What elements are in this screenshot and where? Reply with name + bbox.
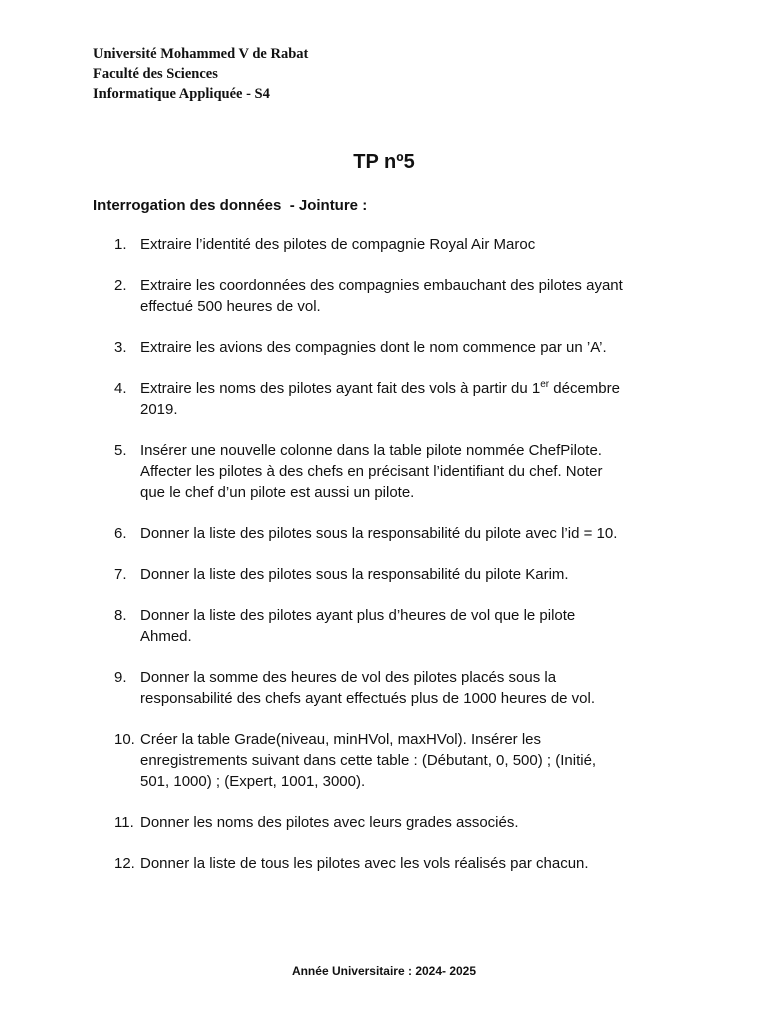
question-line-part: décembre [549,380,620,397]
question-text [140,523,694,544]
question-number: 7. [114,566,127,583]
question-text [140,564,694,585]
question-line: Donner la liste des pilotes ayant plus d’heures de vol que le pilote [140,607,576,624]
question-number: 3. [114,339,127,356]
question-line: Donner les noms des pilotes avec leurs grades associés. [140,814,519,831]
question-item [114,853,694,874]
question-line: Donner la liste des pilotes sous la responsabilité du pilote Karim. [140,566,569,583]
question-text [140,440,694,503]
question-item [114,337,694,358]
university-name: Université Mohammed V de Rabat [93,46,309,62]
question-line: Ahmed. [140,628,192,645]
question-number: 5. [114,442,127,459]
question-line: que le chef d’un pilote est aussi un pilote. [140,484,415,501]
question-line: 2019. [140,401,178,418]
question-line: Extraire l’identité des pilotes de compagnie Royal Air Maroc [140,236,536,253]
question-list [114,234,694,874]
question-line: Donner la somme des heures de vol des pilotes placés sous la [140,669,557,686]
question-item [114,605,694,647]
question-number: 2. [114,277,127,294]
question-item [114,378,694,420]
question-item [114,523,694,544]
question-text [140,667,694,709]
program-name: Informatique Appliquée - S4 [93,86,270,102]
question-line: Affecter les pilotes à des chefs en précisant l’identifiant du chef. Noter [140,463,603,480]
ordinal-superscript: er [540,379,550,390]
question-number: 8. [114,607,127,624]
question-line [140,378,694,399]
question-line: effectué 500 heures de vol. [140,298,321,315]
question-line: Extraire les coordonnées des compagnies embauchant des pilotes ayant [140,277,623,294]
question-line: Créer la table Grade(niveau, minHVol, maxHVol). Insérer les [140,731,542,748]
question-number: 9. [114,669,127,686]
question-item [114,564,694,585]
question-text [140,275,694,317]
question-number: 11. [114,814,134,831]
question-item [114,812,694,833]
question-number: 10. [114,731,135,748]
question-line: Insérer une nouvelle colonne dans la table pilote nommée ChefPilote. [140,442,602,459]
question-line: Donner la liste de tous les pilotes avec les vols réalisés par chacun. [140,855,589,872]
question-line-part: Extraire les noms des pilotes ayant fait des vols à partir du 1 [140,380,541,397]
question-number: 4. [114,380,127,397]
question-line: Extraire les avions des compagnies dont le nom commence par un ’A’. [140,339,607,356]
question-item [114,275,694,317]
question-text [140,853,694,874]
question-number: 1. [114,236,127,253]
document-header [93,44,308,104]
question-text [140,605,694,647]
question-item [114,234,694,255]
question-line: responsabilité des chefs ayant effectués plus de 1000 heures de vol. [140,690,596,707]
question-item [114,440,694,503]
question-text [140,234,694,255]
academic-year-footer: Année Universitaire : 2024- 2025 [291,964,477,978]
question-line: 501, 1000) ; (Expert, 1001, 3000). [140,773,366,790]
question-text [140,729,694,792]
question-item [114,729,694,792]
faculty-name: Faculté des Sciences [93,66,218,82]
question-text [140,378,694,420]
question-number: 6. [114,525,127,542]
question-text [140,812,694,833]
section-heading: Interrogation des données - Jointure : [93,197,368,214]
document-title: TP nº5 [353,151,415,173]
question-number: 12. [114,855,135,872]
question-item [114,667,694,709]
question-line: Donner la liste des pilotes sous la responsabilité du pilote avec l’id = 10. [140,525,618,542]
question-text [140,337,694,358]
question-line: enregistrements suivant dans cette table : (Débutant, 0, 500) ; (Initié, [140,752,597,769]
